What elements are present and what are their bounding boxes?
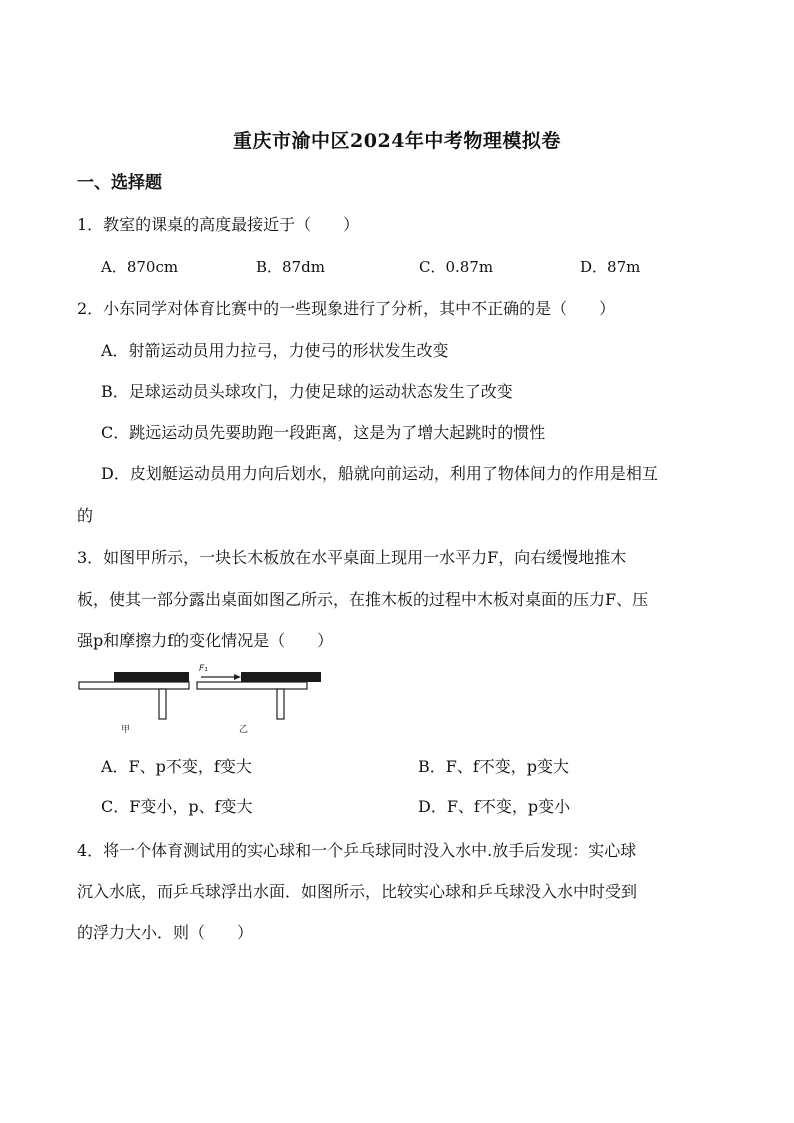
table-leg [159, 689, 166, 719]
figure-label-yi: 乙 [239, 725, 249, 735]
figure-label-jia: 甲 [121, 725, 131, 735]
q3-figure [77, 660, 327, 740]
q3-stem-line-1: 3．如图甲所示，一块长木板放在水平桌面上现用一水平力F，向右缓慢地推木 [77, 548, 627, 567]
q1-option-d[interactable]: D．87m [580, 258, 641, 276]
wood-board [241, 672, 321, 682]
figure-jia [79, 672, 189, 735]
q2-option-a[interactable]: A．射箭运动员用力拉弓，力使弓的形状发生改变 [101, 341, 449, 360]
q4-stem-line-1: 4．将一个体育测试用的实心球和一个乒乓球同时没入水中.放手后发现：实心球 [77, 841, 637, 860]
q1-option-a[interactable]: A．870cm [101, 258, 179, 276]
q1-stem: 1．教室的课桌的高度最接近于（ ） [77, 215, 360, 234]
table-top [197, 682, 307, 689]
section-heading: 一、选择题 [77, 173, 162, 193]
q2-option-b[interactable]: B．足球运动员头球攻门，力使足球的运动状态发生了改变 [101, 382, 513, 401]
exam-title: 重庆市渝中区2024年中考物理模拟卷 [233, 130, 561, 152]
q3-option-a[interactable]: A．F、p不变，f变大 [101, 757, 252, 776]
q3-stem-line-2: 板，使其一部分露出桌面如图乙所示，在推木板的过程中木板对桌面的压力F、压 [77, 590, 649, 609]
wood-board [114, 672, 189, 682]
q2-option-d-continued: 的 [77, 506, 94, 525]
table-top [79, 682, 189, 689]
q3-stem-line-3: 强p和摩擦力f的变化情况是（ ） [77, 631, 334, 650]
q4-stem-line-3: 的浮力大小．则（ ） [77, 923, 254, 942]
q2-option-d[interactable]: D．皮划艇运动员用力向后划水，船就向前运动，利用了物体间力的作用是相互 [101, 464, 658, 483]
figure-yi [197, 664, 321, 735]
q3-option-d[interactable]: D．F、f不变，p变小 [418, 797, 571, 816]
force-label: F₁ [199, 664, 208, 674]
q1-option-b[interactable]: B．87dm [256, 258, 325, 276]
q1-option-c[interactable]: C．0.87m [419, 258, 494, 276]
q3-option-b[interactable]: B．F、f不变，p变大 [418, 757, 570, 776]
q2-option-c[interactable]: C．跳远运动员先要助跑一段距离，这是为了增大起跳时的惯性 [101, 423, 546, 442]
arrow-head-icon [234, 674, 241, 680]
table-leg [277, 689, 284, 719]
q3-option-c[interactable]: C．F变小，p、f变大 [101, 797, 253, 816]
q4-stem-line-2: 沉入水底，而乒乓球浮出水面．如图所示，比较实心球和乒乓球没入水中时受到 [77, 882, 638, 901]
q2-stem: 2．小东同学对体育比赛中的一些现象进行了分析，其中不正确的是（ ） [77, 299, 616, 318]
